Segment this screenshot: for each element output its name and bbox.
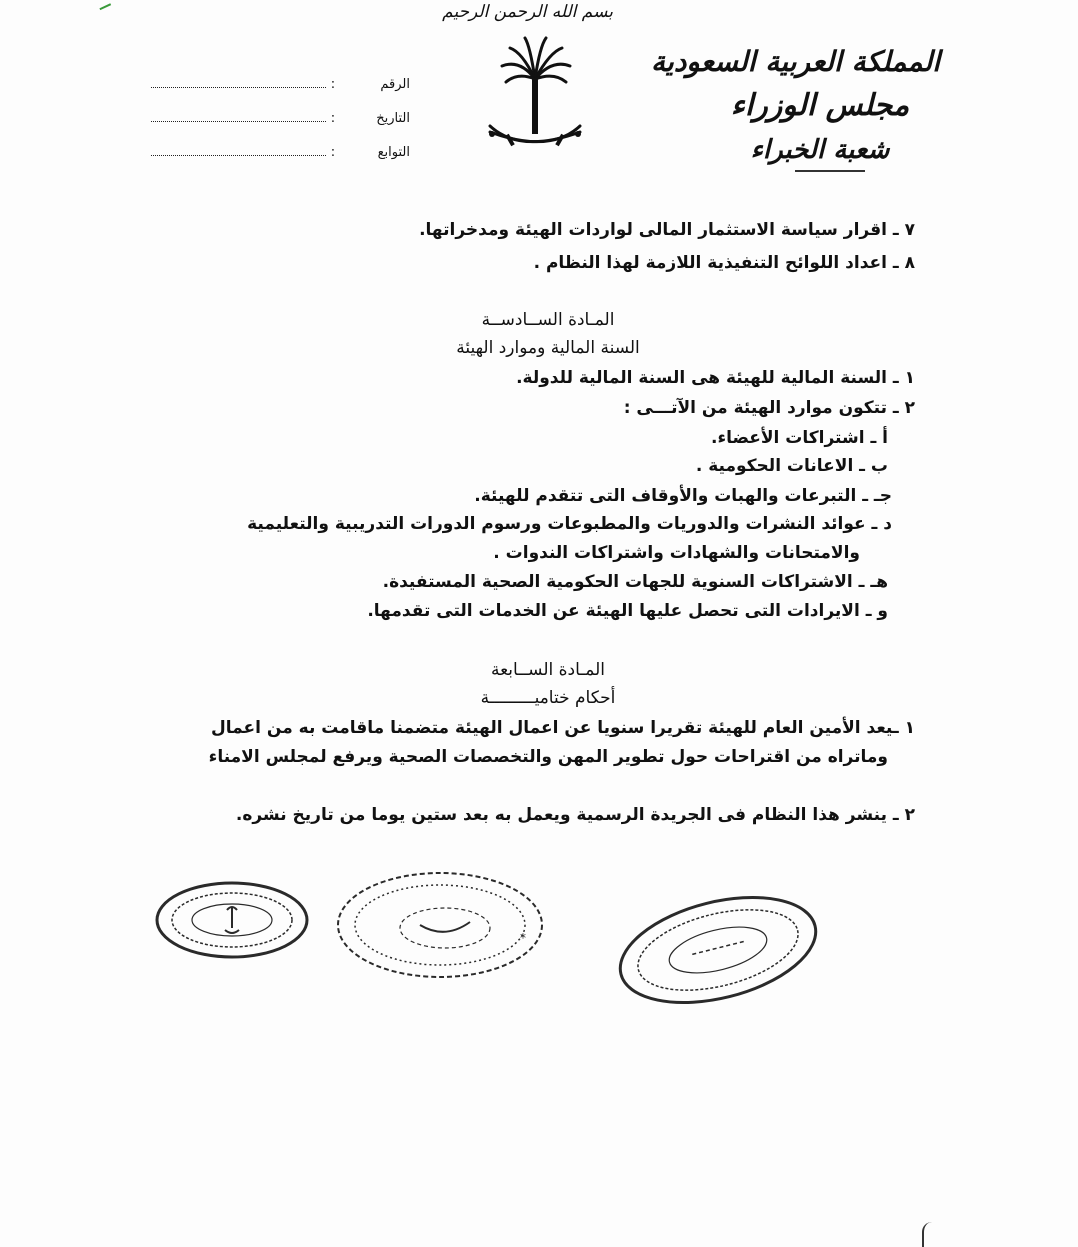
- meta-row-date: [150, 92, 410, 126]
- article-7-subtitle: أحكام ختاميـــــــــة: [480, 688, 616, 708]
- meta-value-attachments: [151, 145, 326, 156]
- meta-value-number: [151, 77, 326, 88]
- article-6-item-d-line-1: د ـ عوائد النشرات والدوريات والمطبوعات ورسوم الدورات التدريبية والتعليمية: [247, 514, 892, 534]
- article-6-para-1: ١ ـ السنة المالية للهيئة هى السنة المالية للدولة.: [516, 368, 915, 388]
- reference-fields: [150, 58, 410, 160]
- issuer-underline: [795, 170, 865, 173]
- meta-value-date: [151, 111, 326, 122]
- article-6-subtitle: السنة المالية وموارد الهيئة: [456, 338, 640, 358]
- article-7-para-1-line-1: ١ ـيعد الأمين العام للهيئة تقريرا سنويا عن اعمال الهيئة متضمنا ماقامت به من اعمال: [211, 718, 915, 738]
- article-6-item-b: ب ـ الاعانات الحكومية .: [695, 456, 888, 476]
- issuer-council: مجلس الوزراء: [730, 88, 910, 123]
- seal-middle-stamp-icon: [335, 870, 545, 980]
- article-7-title: المـادة الســابعة: [490, 660, 606, 680]
- article-7-para-2: ٢ ـ ينشر هذا النظام فى الجريدة الرسمية ويعمل به بعد ستين يوما من تاريخ نشره.: [235, 805, 915, 825]
- issuer-block: [651, 40, 940, 172]
- meta-label-attachments: التوابع: [377, 145, 410, 160]
- article-6-item-w: و ـ الايرادات التى تحصل عليها الهيئة عن الخدمات التى تقدمها.: [367, 601, 888, 621]
- article-6-item-a: أ ـ اشتراكات الأعضاء.: [710, 428, 888, 448]
- seal-right-stamp-icon: [612, 893, 824, 1008]
- meta-label-number: الرقم: [380, 77, 410, 92]
- meta-colon: :: [330, 111, 336, 126]
- seal-left-stamp-icon: [155, 880, 310, 960]
- meta-label-date: التاريخ: [376, 111, 410, 126]
- article-6-item-h: هـ ـ الاشتراكات السنوية للجهات الحكومية الصحية المستفيدة.: [382, 572, 888, 592]
- article-7-para-1-line-2: وماتراه من اقتراحات حول تطوير المهن والتخصصات الصحية ويرفع لمجلس الامناء: [208, 747, 888, 767]
- meta-row-number: [150, 58, 410, 92]
- article-6-para-2: ٢ ـ تتكون موارد الهيئة من الآتـــى :: [623, 398, 915, 418]
- item-8: ٨ ـ اعداد اللوائح التنفيذية اللازمة لهذا النظام .: [533, 253, 915, 273]
- meta-row-attachments: [150, 126, 410, 160]
- bottom-bracket-mark: [922, 1222, 936, 1247]
- corner-mark: [97, 0, 111, 10]
- svg-text:*: *: [520, 931, 526, 945]
- article-6-title: المـادة الســادســة: [481, 310, 615, 330]
- basmala: بسم الله الرحمن الرحيم: [442, 2, 613, 22]
- issuer-kingdom: المملكة العربية السعودية: [651, 45, 940, 78]
- article-6-item-d-line-2: والامتحانات والشهادات واشتراكات الندوات .: [493, 543, 860, 563]
- issuer-division: شعبة الخبراء: [750, 135, 890, 165]
- item-7: ٧ ـ اقرار سياسة الاستثمار المالى لواردات الهيئة ومدخراتها.: [419, 220, 915, 240]
- meta-colon: :: [330, 77, 336, 92]
- article-6-item-j: جـ ـ التبرعات والهبات والأوقاف التى تتقدم للهيئة.: [474, 486, 892, 506]
- meta-colon: :: [330, 145, 336, 160]
- palm-swords-emblem-icon: [480, 34, 590, 159]
